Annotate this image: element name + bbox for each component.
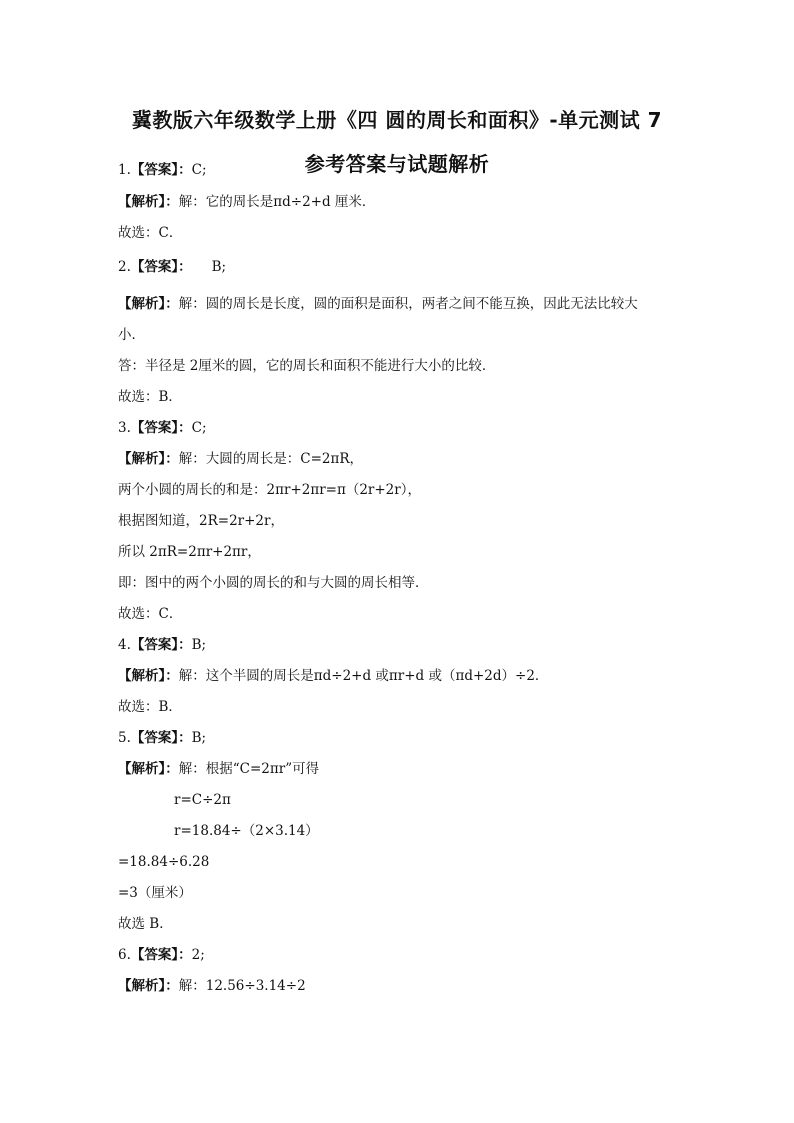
q3-answer: 3.【答案】：C; xyxy=(118,420,207,436)
q1-analysis: 【解析】：解：它的周长是πd÷2+d 厘米． xyxy=(118,194,376,210)
q2-analysis: 【解析】：解：圆的周长是长度，圆的面积是面积，两者之间不能互换，因此无法比较大 xyxy=(118,296,638,312)
q2-answer: 2.【答案】： B; xyxy=(118,259,227,275)
q5-line: 故选 B． xyxy=(118,916,173,932)
q5-indented-line: r=18.84÷（2×3.14） xyxy=(174,823,319,839)
document-subtitle: 参考答案与试题解析 xyxy=(304,152,490,176)
q4-answer: 4.【答案】：B; xyxy=(118,637,207,653)
q6-analysis: 【解析】：解：12.56÷3.14÷2 xyxy=(118,978,306,994)
q3-line: 故选：C． xyxy=(118,606,183,622)
q2-line: 故选：B． xyxy=(118,389,182,405)
q1-line: 故选：C． xyxy=(118,225,183,241)
q5-analysis: 【解析】：解：根据“C=2πr”可得 xyxy=(118,761,320,777)
q2-line: 答：半径是 2厘米的圆，它的周长和面积不能进行大小的比较． xyxy=(118,358,496,374)
q2-line: 小． xyxy=(118,327,145,343)
q3-line: 两个小圆的周长的和是：2πr+2πr=π（2r+2r）， xyxy=(118,482,421,498)
q3-line: 即：图中的两个小圆的周长的和与大圆的周长相等． xyxy=(118,575,429,591)
q6-answer: 6.【答案】：2; xyxy=(118,947,205,963)
q5-line: =18.84÷6.28 xyxy=(118,854,210,870)
q5-line: =3（厘米） xyxy=(118,885,192,901)
document-title: 冀教版六年级数学上册《四 圆的周长和面积》-单元测试 7 xyxy=(131,108,663,132)
q1-answer: 1.【答案】：C; xyxy=(118,162,207,178)
q3-analysis: 【解析】：解：大圆的周长是：C=2πR， xyxy=(118,451,364,467)
q4-analysis: 【解析】：解：这个半圆的周长是πd÷2+d 或πr+d 或（πd+2d）÷2． xyxy=(118,668,549,684)
q5-answer: 5.【答案】：B; xyxy=(118,730,207,746)
q3-line: 根据图知道，2R=2r+2r， xyxy=(118,513,284,529)
q5-indented-line: r=C÷2π xyxy=(174,792,231,808)
q4-line: 故选：B． xyxy=(118,699,182,715)
q3-line: 所以 2πR=2πr+2πr， xyxy=(118,544,261,560)
